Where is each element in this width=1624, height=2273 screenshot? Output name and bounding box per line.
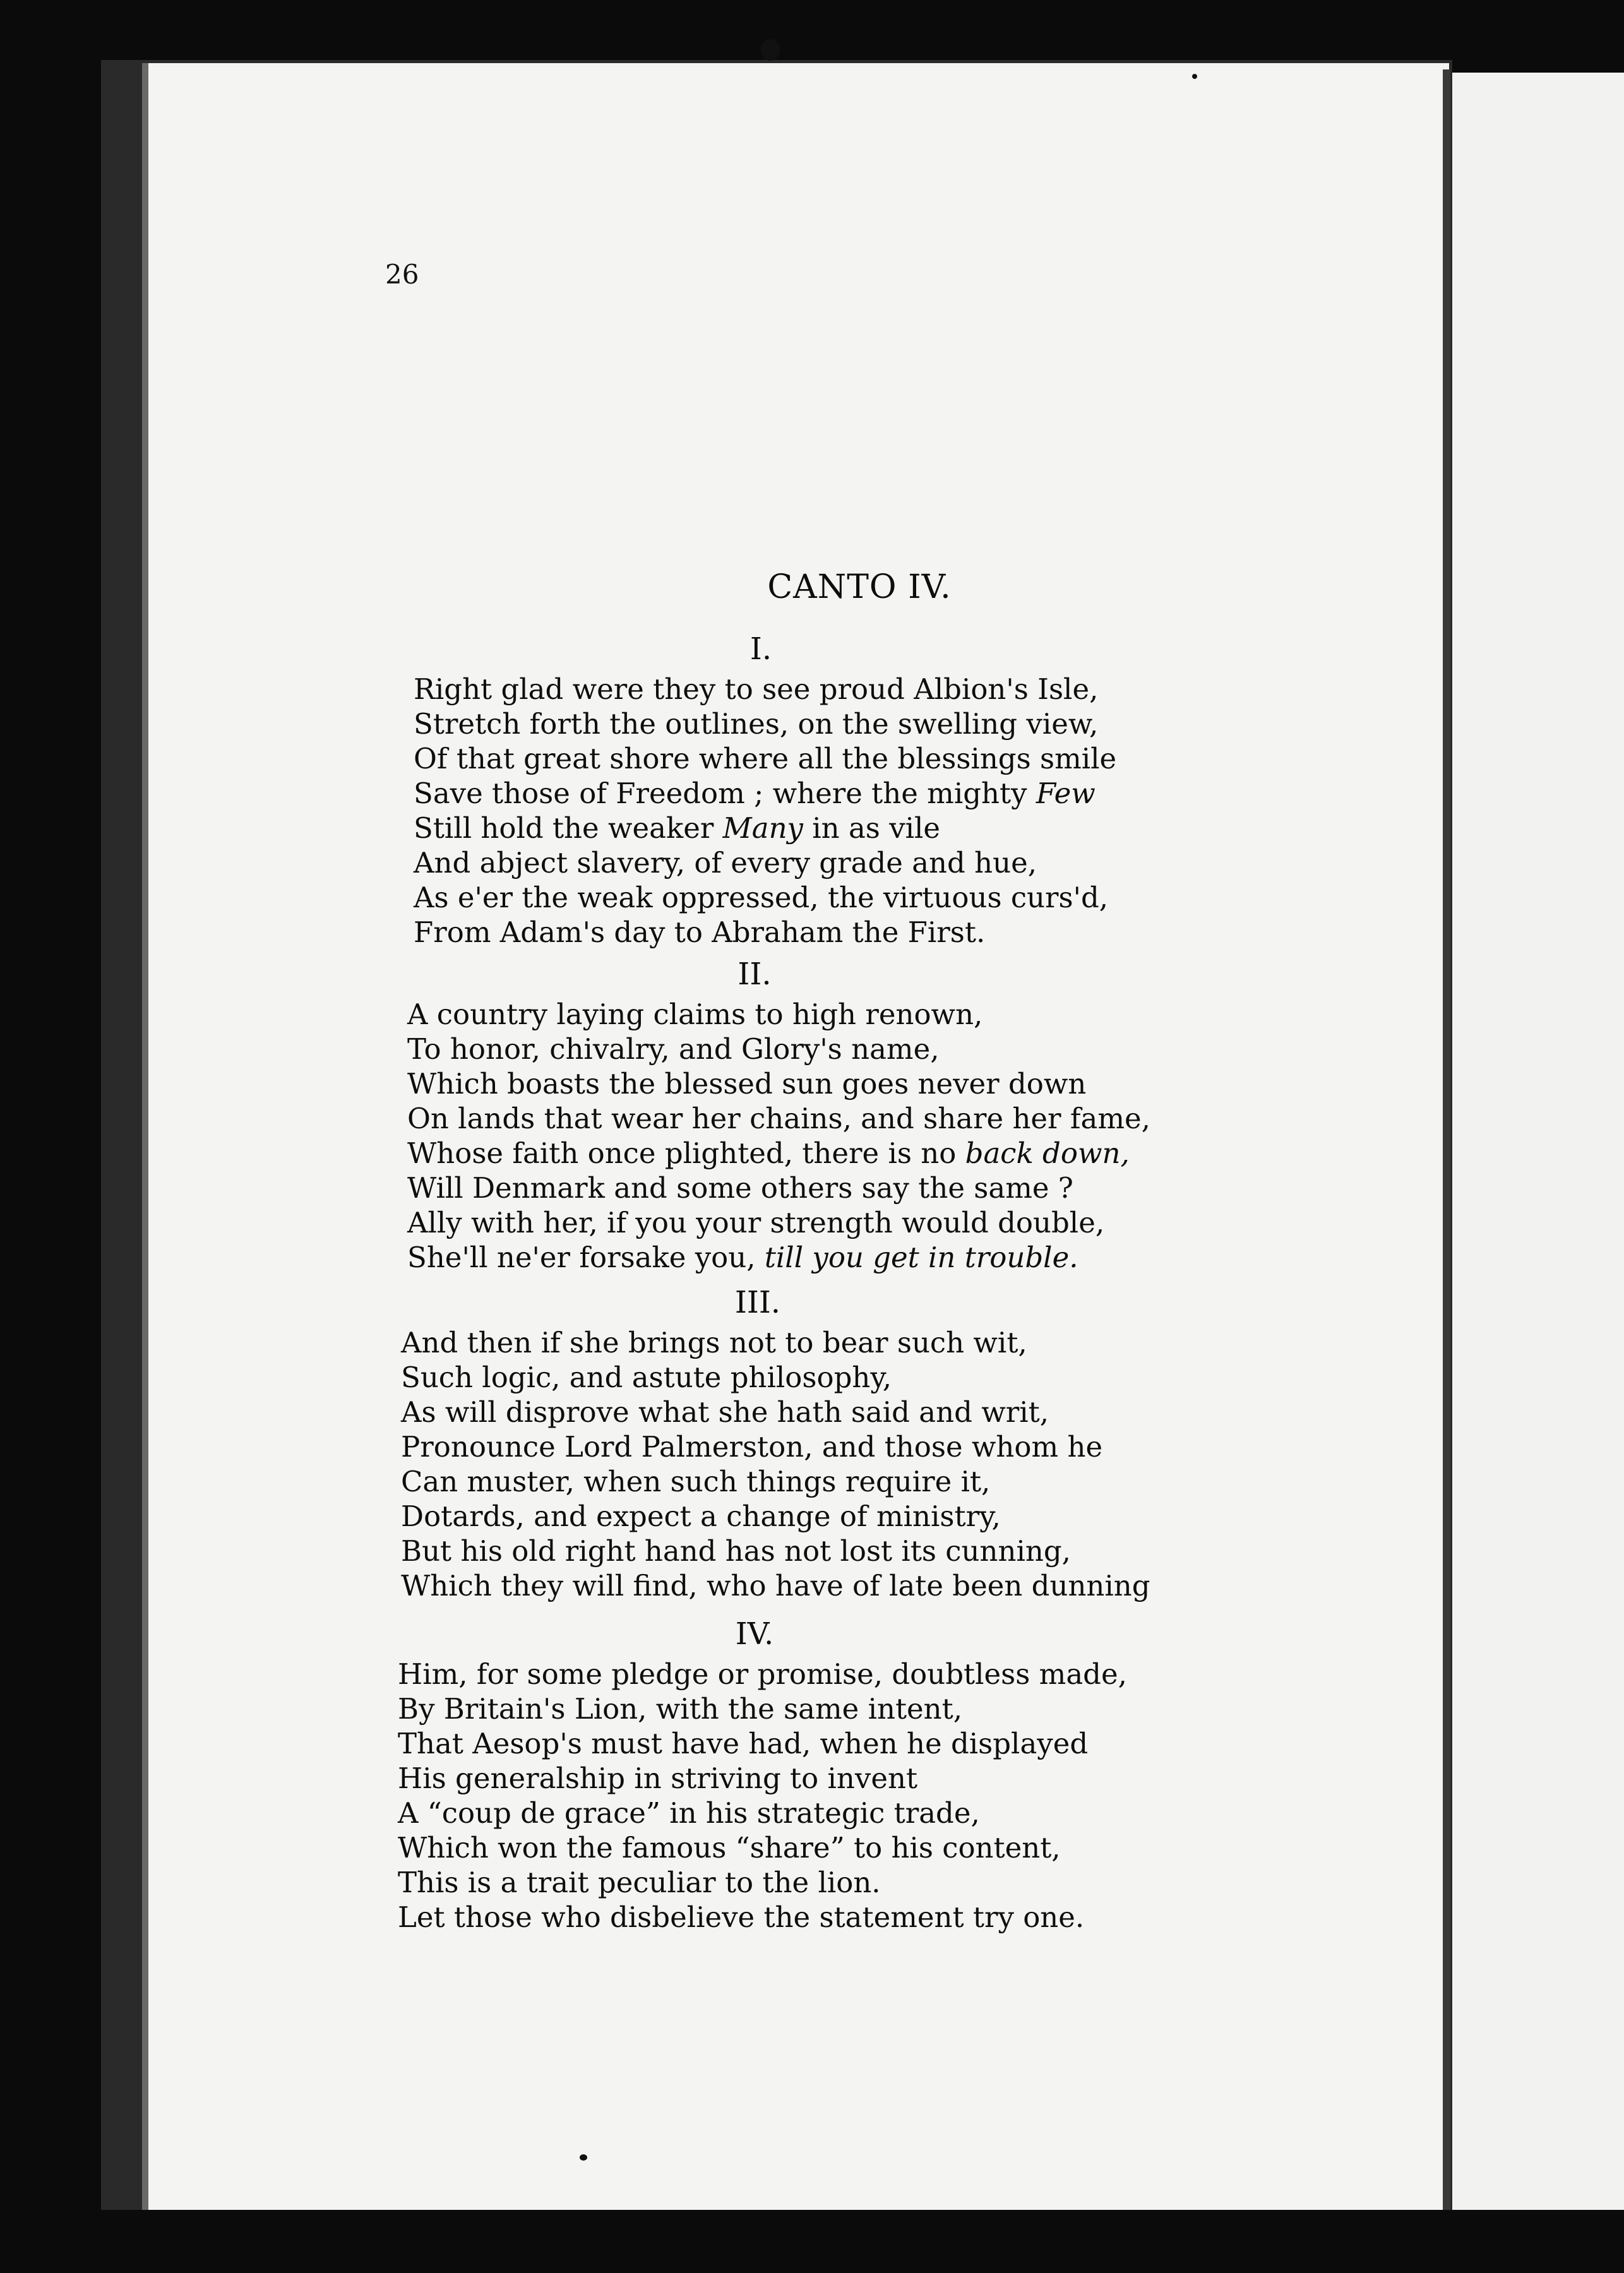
speck-bottom	[580, 2154, 587, 2161]
verse-line: A “coup de grace” in his strategic trade,	[398, 1796, 980, 1830]
verse-line: Him, for some pledge or promise, doubtless made,	[398, 1657, 1127, 1691]
verse-line: She'll ne'er forsake you, till you get in trouble.	[407, 1241, 1078, 1274]
scan-bottom-border	[101, 2210, 1624, 2273]
emphasis: till you get in trouble.	[764, 1241, 1078, 1274]
verse-line: Still hold the weaker Many in as vile	[414, 811, 941, 845]
verse-line: Such logic, and astute philosophy,	[401, 1361, 892, 1394]
verse-line: As e'er the weak oppressed, the virtuous curs'd,	[414, 881, 1109, 914]
verse-line: Which they will find, who have of late been dunning	[401, 1569, 1150, 1602]
verse-line: A country laying claims to high renown,	[407, 998, 983, 1031]
emphasis: Few	[1036, 777, 1096, 810]
verse-line: From Adam's day to Abraham the First.	[414, 916, 986, 949]
verse-line: This is a trait peculiar to the lion.	[398, 1866, 881, 1899]
stanza-3	[401, 1285, 1150, 1603]
stanza-2	[407, 957, 1150, 1275]
verse-line: Stretch forth the outlines, on the swelling view,	[414, 707, 1099, 741]
emphasis: back down,	[965, 1136, 1130, 1170]
verse-line: And then if she brings not to bear such wit,	[401, 1326, 1027, 1359]
canto-title: CANTO IV.	[767, 568, 952, 606]
verse-line: Dotards, and expect a change of ministry,	[401, 1500, 1001, 1533]
emphasis: Many	[722, 811, 803, 845]
verse-line: As will disprove what she hath said and writ,	[401, 1395, 1049, 1429]
verse-line: Let those who disbelieve the statement try one.	[398, 1900, 1085, 1934]
verse-line: Which won the famous “share” to his content,	[398, 1831, 1061, 1864]
speck-top	[761, 39, 780, 61]
verse-line: Save those of Freedom ; where the mighty Few	[414, 777, 1096, 810]
verse-line: On lands that wear her chains, and share her fame,	[407, 1102, 1150, 1135]
stanza-4	[398, 1616, 1127, 1935]
verse-line: Can muster, when such things require it,	[401, 1465, 991, 1498]
verse-line: And abject slavery, of every grade and hue,	[414, 846, 1037, 880]
verse-line: His generalship in striving to invent	[398, 1762, 918, 1795]
verse-line: But his old right hand has not lost its cunning,	[401, 1534, 1071, 1568]
facing-page	[1452, 73, 1624, 2232]
stanza-number: I.	[749, 631, 772, 667]
stanza-number: II.	[737, 957, 772, 992]
stanza-1	[414, 631, 1117, 950]
verse-line: Will Denmark and some others say the same ?	[407, 1171, 1073, 1205]
verse-line: Right glad were they to see proud Albion's Isle,	[414, 672, 1099, 706]
verse-line: Whose faith once plighted, there is no back down,	[407, 1136, 1130, 1170]
verse-line: That Aesop's must have had, when he displayed	[398, 1727, 1089, 1760]
verse-line: Pronounce Lord Palmerston, and those whom he	[401, 1430, 1103, 1464]
verse-line: To honor, chivalry, and Glory's name,	[407, 1032, 940, 1066]
stanza-number: III.	[734, 1285, 781, 1320]
stanza-number: IV.	[735, 1616, 774, 1652]
verse-line: Ally with her, if you your strength would double,	[407, 1206, 1105, 1239]
verse-line: Of that great shore where all the blessings smile	[414, 742, 1117, 775]
page-gutter	[1443, 69, 1450, 2229]
page-number: 26	[385, 259, 419, 290]
speck-margin	[1192, 74, 1197, 79]
verse-line: By Britain's Lion, with the same intent,	[398, 1692, 963, 1726]
verse-line: Which boasts the blessed sun goes never down	[407, 1067, 1087, 1101]
